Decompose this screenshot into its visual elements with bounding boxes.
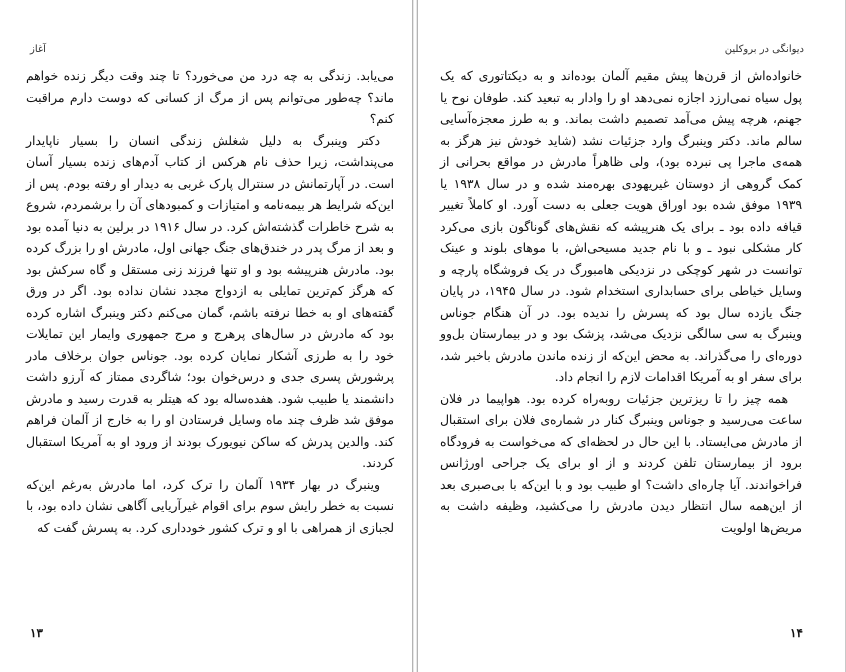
right-page <box>418 0 846 672</box>
left-page <box>0 0 412 672</box>
paragraph: همه چیز را تا ریزترین جزئیات روبه‌راه کرده بود. هواپیما در فلان ساعت می‌رسید و جوناس وینبرگ کنار در شماره‌ی فلان برای استقبال از مادرش می‌ایستاد. با این حال در لحظه‌ای که می‌خواست به فرودگاه برود از بیمارستان تلفن کردند و از او برای یک جراحی اورژانس فراخواندند. آیا چاره‌ای داشت؟ او طبیب بود و با این‌که با بی‌صبری بعد از این‌همه سال انتظار دیدن مادرش را می‌کشید، وظیفه داشت به مریض‌ها اولویت <box>440 391 802 535</box>
paragraph: دکتر وینبرگ به دلیل شغلش زندگی انسان را بسیار ناپایدار می‌پنداشت، زیرا حذف نام هرکس از کتاب آدم‌های زنده بسیار آسان است. در آپارتمانش در سنترال پارک غربی به دیدار او رفته بودم. پس از این‌که شرایط هر بیمه‌نامه و امتیازات و کمبودهای آن را برشمردم، شروع به شرح خاطرات گذشته‌اش کرد. در سال ۱۹۱۶ در برلین به دنیا آمده بود و بعد از مرگ پدر در خندق‌های جنگ جهانی اول، مادرش او را بزرگ کرده بود. مادرش هنرپیشه بود و او تنها فرزند زنی مستقل و گاه سرکش بود که هرگز کم‌ترین تمایلی به ازدواج مجدد نشان نداده بود. اگر در ورق گفته‌های او به خطا نرفته باشم، گمان می‌کنم دکتر وینبرگ اشاره کرده بود که مادرش در سال‌های پرهرج و مرج جمهوری وایمار این تمایلات خود را به طرزی آشکار نمایان کرده بود. جوناس جوان برخلاف مادر پرشورش پسری جدی و درس‌خوان بود؛ شاگردی ممتاز که آرزو داشت دانشمند یا طبیب شود. هفده‌ساله بود که هیتلر به قدرت رسید و مادرش موفق شد ظرف چند ماه وسایل فرستادن او را به خارج از آلمان فراهم کند. والدین پدرش که ساکن نیویورک بودند از ورود او به آمریکا استقبال کردند. <box>26 133 394 470</box>
page-number-left: ۱۳ <box>30 626 43 640</box>
paragraph: خانواده‌اش از قرن‌ها پیش مقیم آلمان بوده‌اند و به دیکتاتوری که یک پول سیاه نمی‌ارزد اجازه نمی‌دهد او را وادار به تبعید کند. طوفان نوح یا جهنم، هرچه پیش می‌آمد تصمیم داشت بماند. و به طرز معجزه‌آسایی سالم ماند. دکتر وینبرگ وارد جزئیات نشد (شاید خودش نیز هرگز به همه‌ی ماجرا پی نبرده بود)، ولی ظاهراً مادرش در مواقع بحرانی از کمک گروهی از دوستان غیریهودی بهره‌مند شده و در سال ۱۹۳۸ یا ۱۹۳۹ موفق شده بود اوراق هویت جعلی به دست آورد. او کاملاً تغییر قیافه داده بود ـ برای یک هنرپیشه که نقش‌های گوناگون بازی می‌کرد کار مشکلی نبود ـ و با نام جدید مسیحی‌اش، با موهای بلوند و عینک توانست در شهر کوچکی در نزدیکی هامبورگ در یک فروشگاه پارچه و وسایل خیاطی برای حسابداری استخدام شود. در سال ۱۹۴۵، در پایان جنگ یازده سال بود که پسرش را ندیده بود. در آن هنگام جوناس وینبرگ به سی سالگی نزدیک می‌شد، پزشک بود و در بیمارستان بل‌وو دوره‌ای را می‌گذراند. به محض این‌که از زنده ماندن مادرش باخبر شد، برای سفر او به آمریکا اقدامات لازم را انجام داد. <box>440 69 802 384</box>
running-head-left: آغاز <box>30 44 46 55</box>
running-head-right: دیوانگی در بروکلین <box>724 44 804 55</box>
left-page-body <box>26 66 394 539</box>
right-page-body <box>440 66 802 539</box>
page-number-right: ۱۴ <box>790 626 803 640</box>
paragraph: می‌یابد. زندگی به چه درد من می‌خورد؟ تا چند وقت دیگر زنده خواهم ماند؟ چه‌طور می‌توانم پس از مرگ از کسانی که دوست دارم مراقبت کنم؟ <box>26 69 394 126</box>
paragraph: وینبرگ در بهار ۱۹۳۴ آلمان را ترک کرد، اما مادرش به‌رغم این‌که نسبت به خطر رایش سوم برای اقوام غیرآریایی آگاهی نشان داده بود، با لجبازی از همراهی با او و ترک کشور خودداری کرد. به پسرش گفت که <box>26 477 394 535</box>
